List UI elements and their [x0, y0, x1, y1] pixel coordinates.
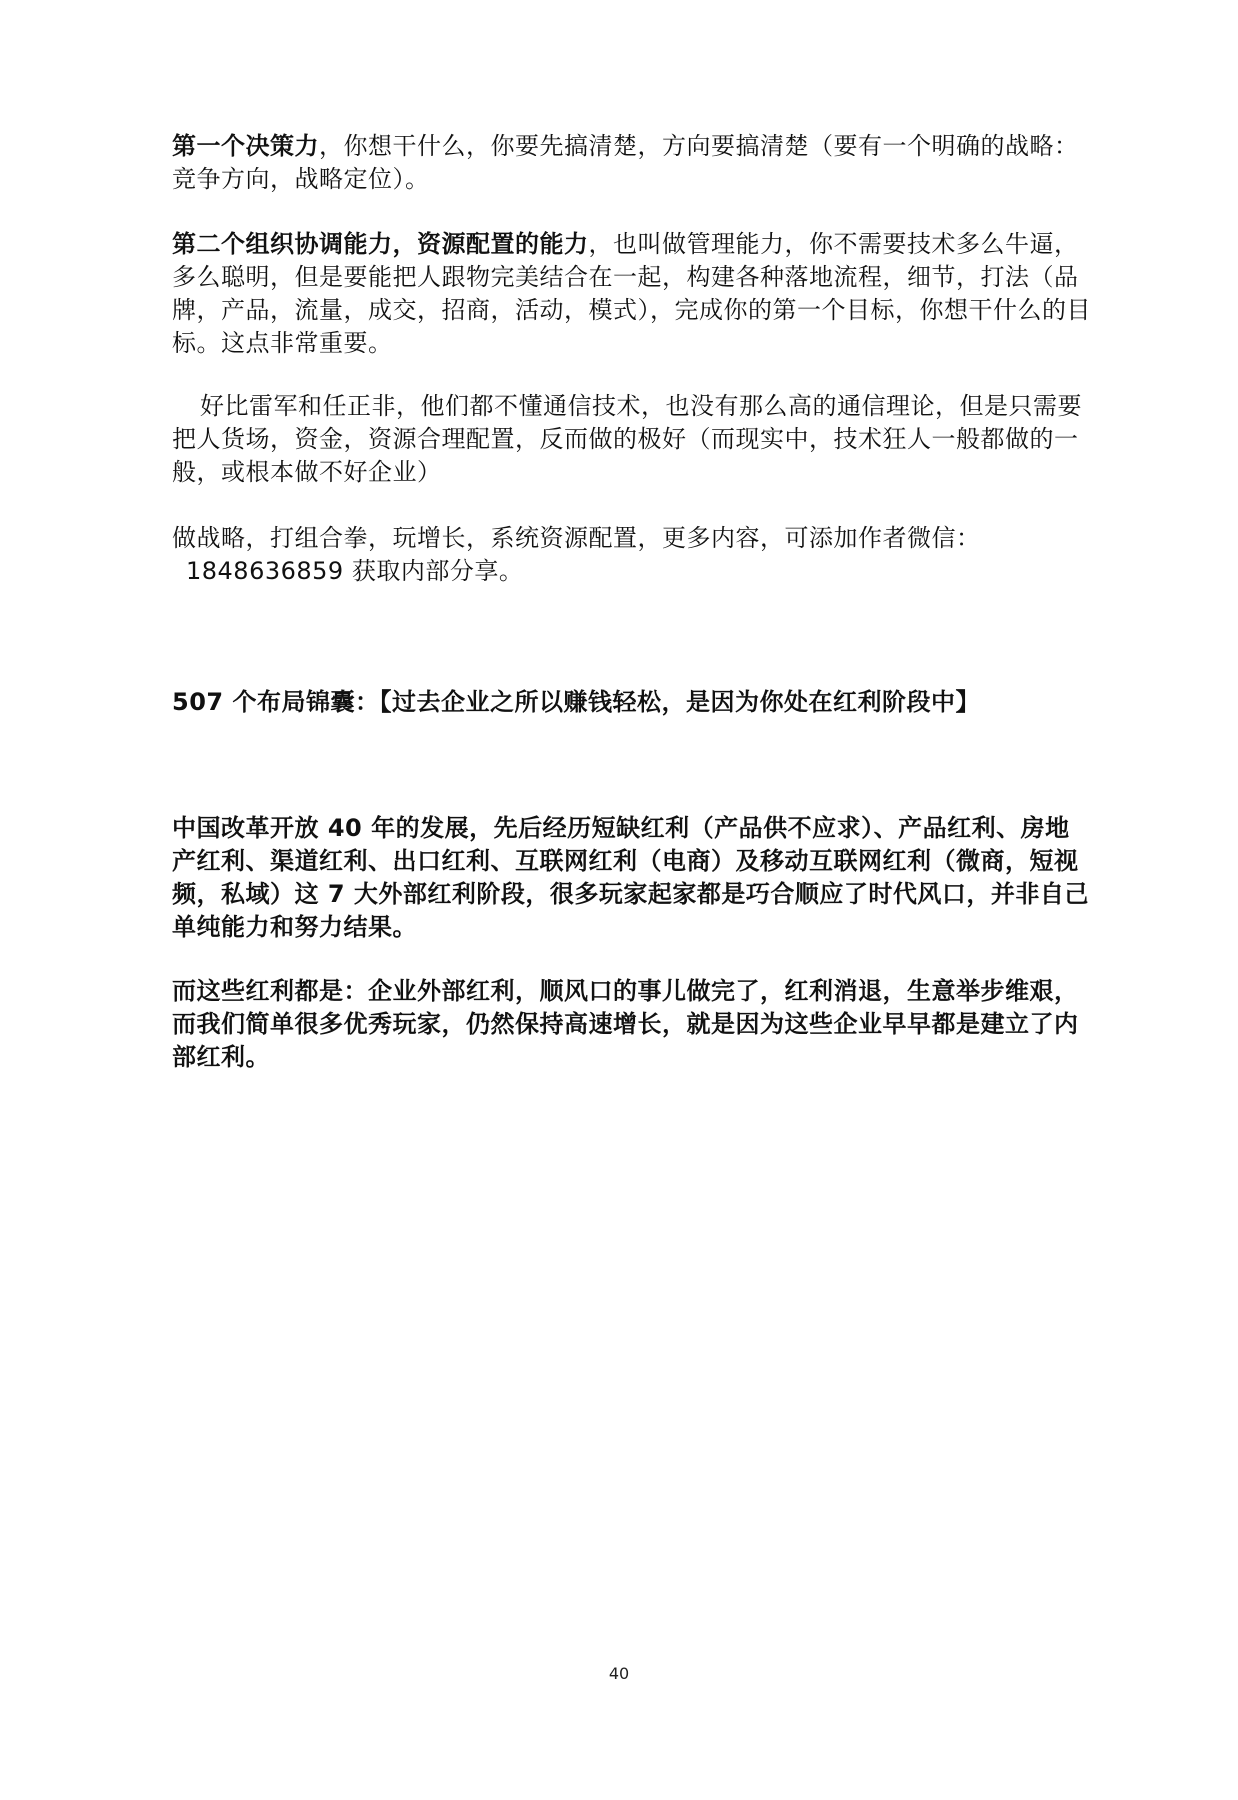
page-number: 40 — [608, 1664, 630, 1683]
paragraph-decision-power — [172, 130, 1092, 196]
heading-text: 507 个布局锦囊：【过去企业之所以赚钱轻松，是因为你处在红利阶段中】 — [172, 688, 980, 716]
paragraph-bold-lead: 第一个决策力 — [172, 132, 319, 160]
paragraph-text: 而这些红利都是：企业外部红利，顺风口的事儿做完了，红利消退，生意举步维艰，而我们简单很多优秀玩家，仍然保持高速增长，就是因为这些企业早早都是建立了内部红利。 — [172, 977, 1079, 1071]
section-heading — [172, 686, 1092, 719]
paragraph-internal-dividends — [172, 975, 1092, 1074]
paragraph-bold-lead: 第二个组织协调能力，资源配置的能力 — [172, 230, 589, 258]
paragraph-text: 做战略，打组合拳，玩增长，系统资源配置，更多内容，可添加作者微信： — [172, 524, 981, 552]
contact-line: 1848636859 获取内部分享。 — [186, 557, 524, 585]
paragraph-example — [172, 390, 1092, 489]
paragraph-text: ，你想干什么，你要先搞清楚，方向要搞清楚（要有一个明确的战略：竞争方向，战略定位）。 — [172, 132, 1079, 193]
paragraph-contact — [172, 522, 1092, 588]
paragraph-organization-ability — [172, 228, 1092, 360]
paragraph-text: 好比雷军和任正非，他们都不懂通信技术，也没有那么高的通信理论，但是只需要把人货场，资金，资源合理配置，反而做的极好（而现实中，技术狂人一般都做的一般，或根本做不好企业） — [172, 392, 1082, 486]
paragraph-text: ，也叫做管理能力，你不需要技术多么牛逼，多么聪明，但是要能把人跟物完美结合在一起，构建各种落地流程，细节，打法（品牌，产品，流量，成交，招商，活动，模式），完成你的第一个目标，你想干什么的目标。这点非常重要。 — [172, 230, 1091, 357]
paragraph-external-dividends — [172, 812, 1092, 944]
paragraph-text: 中国改革开放 40 年的发展，先后经历短缺红利（产品供不应求）、产品红利、房地产红利、渠道红利、出口红利、互联网红利（电商）及移动互联网红利（微商，短视频，私域）这 7 大外部红利阶段，很多玩家起家都是巧合顺应了时代风口，并非自己单纯能力和努力结果。 — [172, 814, 1089, 941]
